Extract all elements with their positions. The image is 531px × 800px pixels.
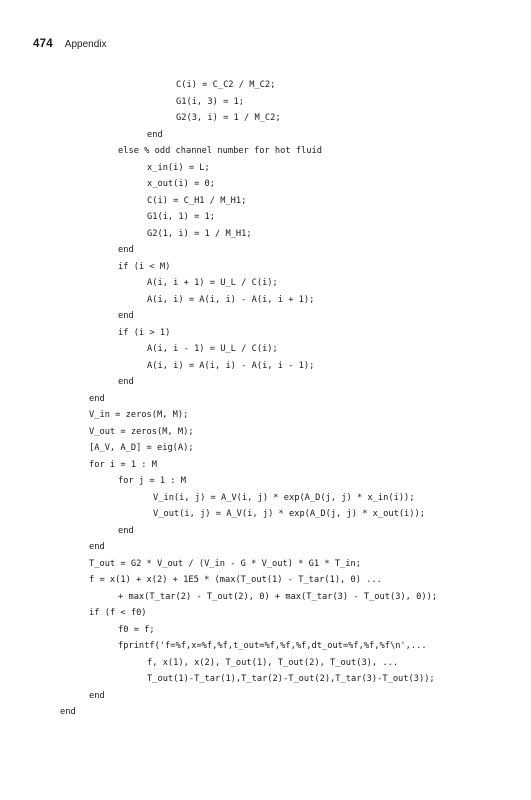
code-line: fprintf('f=%f,x=%f,%f,t_out=%f,%f,%f,dt_out=%f,%f,%f\n',... (118, 641, 427, 651)
code-line: f0 = f; (118, 624, 155, 635)
code-line: A(i, i + 1) = U_L / C(i); (147, 278, 278, 288)
code-line: end (60, 707, 76, 717)
code-line: [A_V, A_D] = eig(A); (89, 443, 194, 453)
code-line: if (f < f0) (89, 608, 147, 618)
code-line: V_in(i, j) = A_V(i, j) * exp(A_D(j, j) * x_in(i)); (153, 492, 415, 503)
code-line: C(i) = C_H1 / M_H1; (147, 195, 247, 206)
page-number: 474 (33, 38, 53, 50)
code-line: end (118, 245, 134, 255)
code-line: A(i, i) = A(i, i) - A(i, i + 1); (147, 294, 315, 305)
code-listing (60, 77, 520, 721)
code-line: f = x(1) + x(2) + 1E5 * (max(T_out(1) - T_tar(1), 0) ... (89, 575, 382, 585)
running-head: Appendix (64, 39, 107, 50)
code-line: end (89, 393, 105, 404)
code-line: G2(1, i) = 1 / M_H1; (147, 228, 252, 239)
code-line: else % odd channel number for hot fluid (118, 146, 322, 156)
code-line: G2(3, i) = 1 / M_C2; (176, 113, 281, 123)
code-line: f, x(1), x(2), T_out(1), T_out(2), T_out(3), ... (147, 657, 399, 668)
code-line: end (147, 129, 163, 140)
code-line: A(i, i) = A(i, i) - A(i, i - 1); (147, 360, 315, 371)
code-line: for i = 1 : M (89, 459, 157, 470)
code-line: T_out(1)-T_tar(1),T_tar(2)-T_out(2),T_tar(3)-T_out(3)); (147, 674, 435, 684)
code-line: G1(i, 3) = 1; (176, 96, 244, 107)
code-line: V_out(i, j) = A_V(i, j) * exp(A_D(j, j) * x_out(i)); (153, 509, 425, 519)
code-line: end (89, 690, 105, 701)
code-line: end (118, 377, 134, 387)
code-line: T_out = G2 * V_out / (V_in - G * V_out) * G1 * T_in; (89, 558, 361, 569)
code-line: G1(i, 1) = 1; (147, 212, 215, 222)
code-line: for j = 1 : M (118, 476, 186, 486)
code-line: C(i) = C_C2 / M_C2; (176, 80, 276, 90)
code-line: x_out(i) = 0; (147, 179, 215, 189)
code-line: end (118, 525, 134, 536)
code-line: + max(T_tar(2) - T_out(2), 0) + max(T_tar(3) - T_out(3), 0)); (118, 591, 438, 602)
code-line: V_out = zeros(M, M); (89, 426, 194, 437)
code-line: if (i < M) (118, 261, 171, 272)
code-line: A(i, i - 1) = U_L / C(i); (147, 344, 278, 354)
code-line: end (118, 311, 134, 321)
code-line: x_in(i) = L; (147, 162, 210, 173)
code-line: if (i > 1) (118, 327, 171, 338)
page-header (33, 38, 107, 54)
code-line: V_in = zeros(M, M); (89, 410, 189, 420)
code-line: end (89, 542, 105, 552)
